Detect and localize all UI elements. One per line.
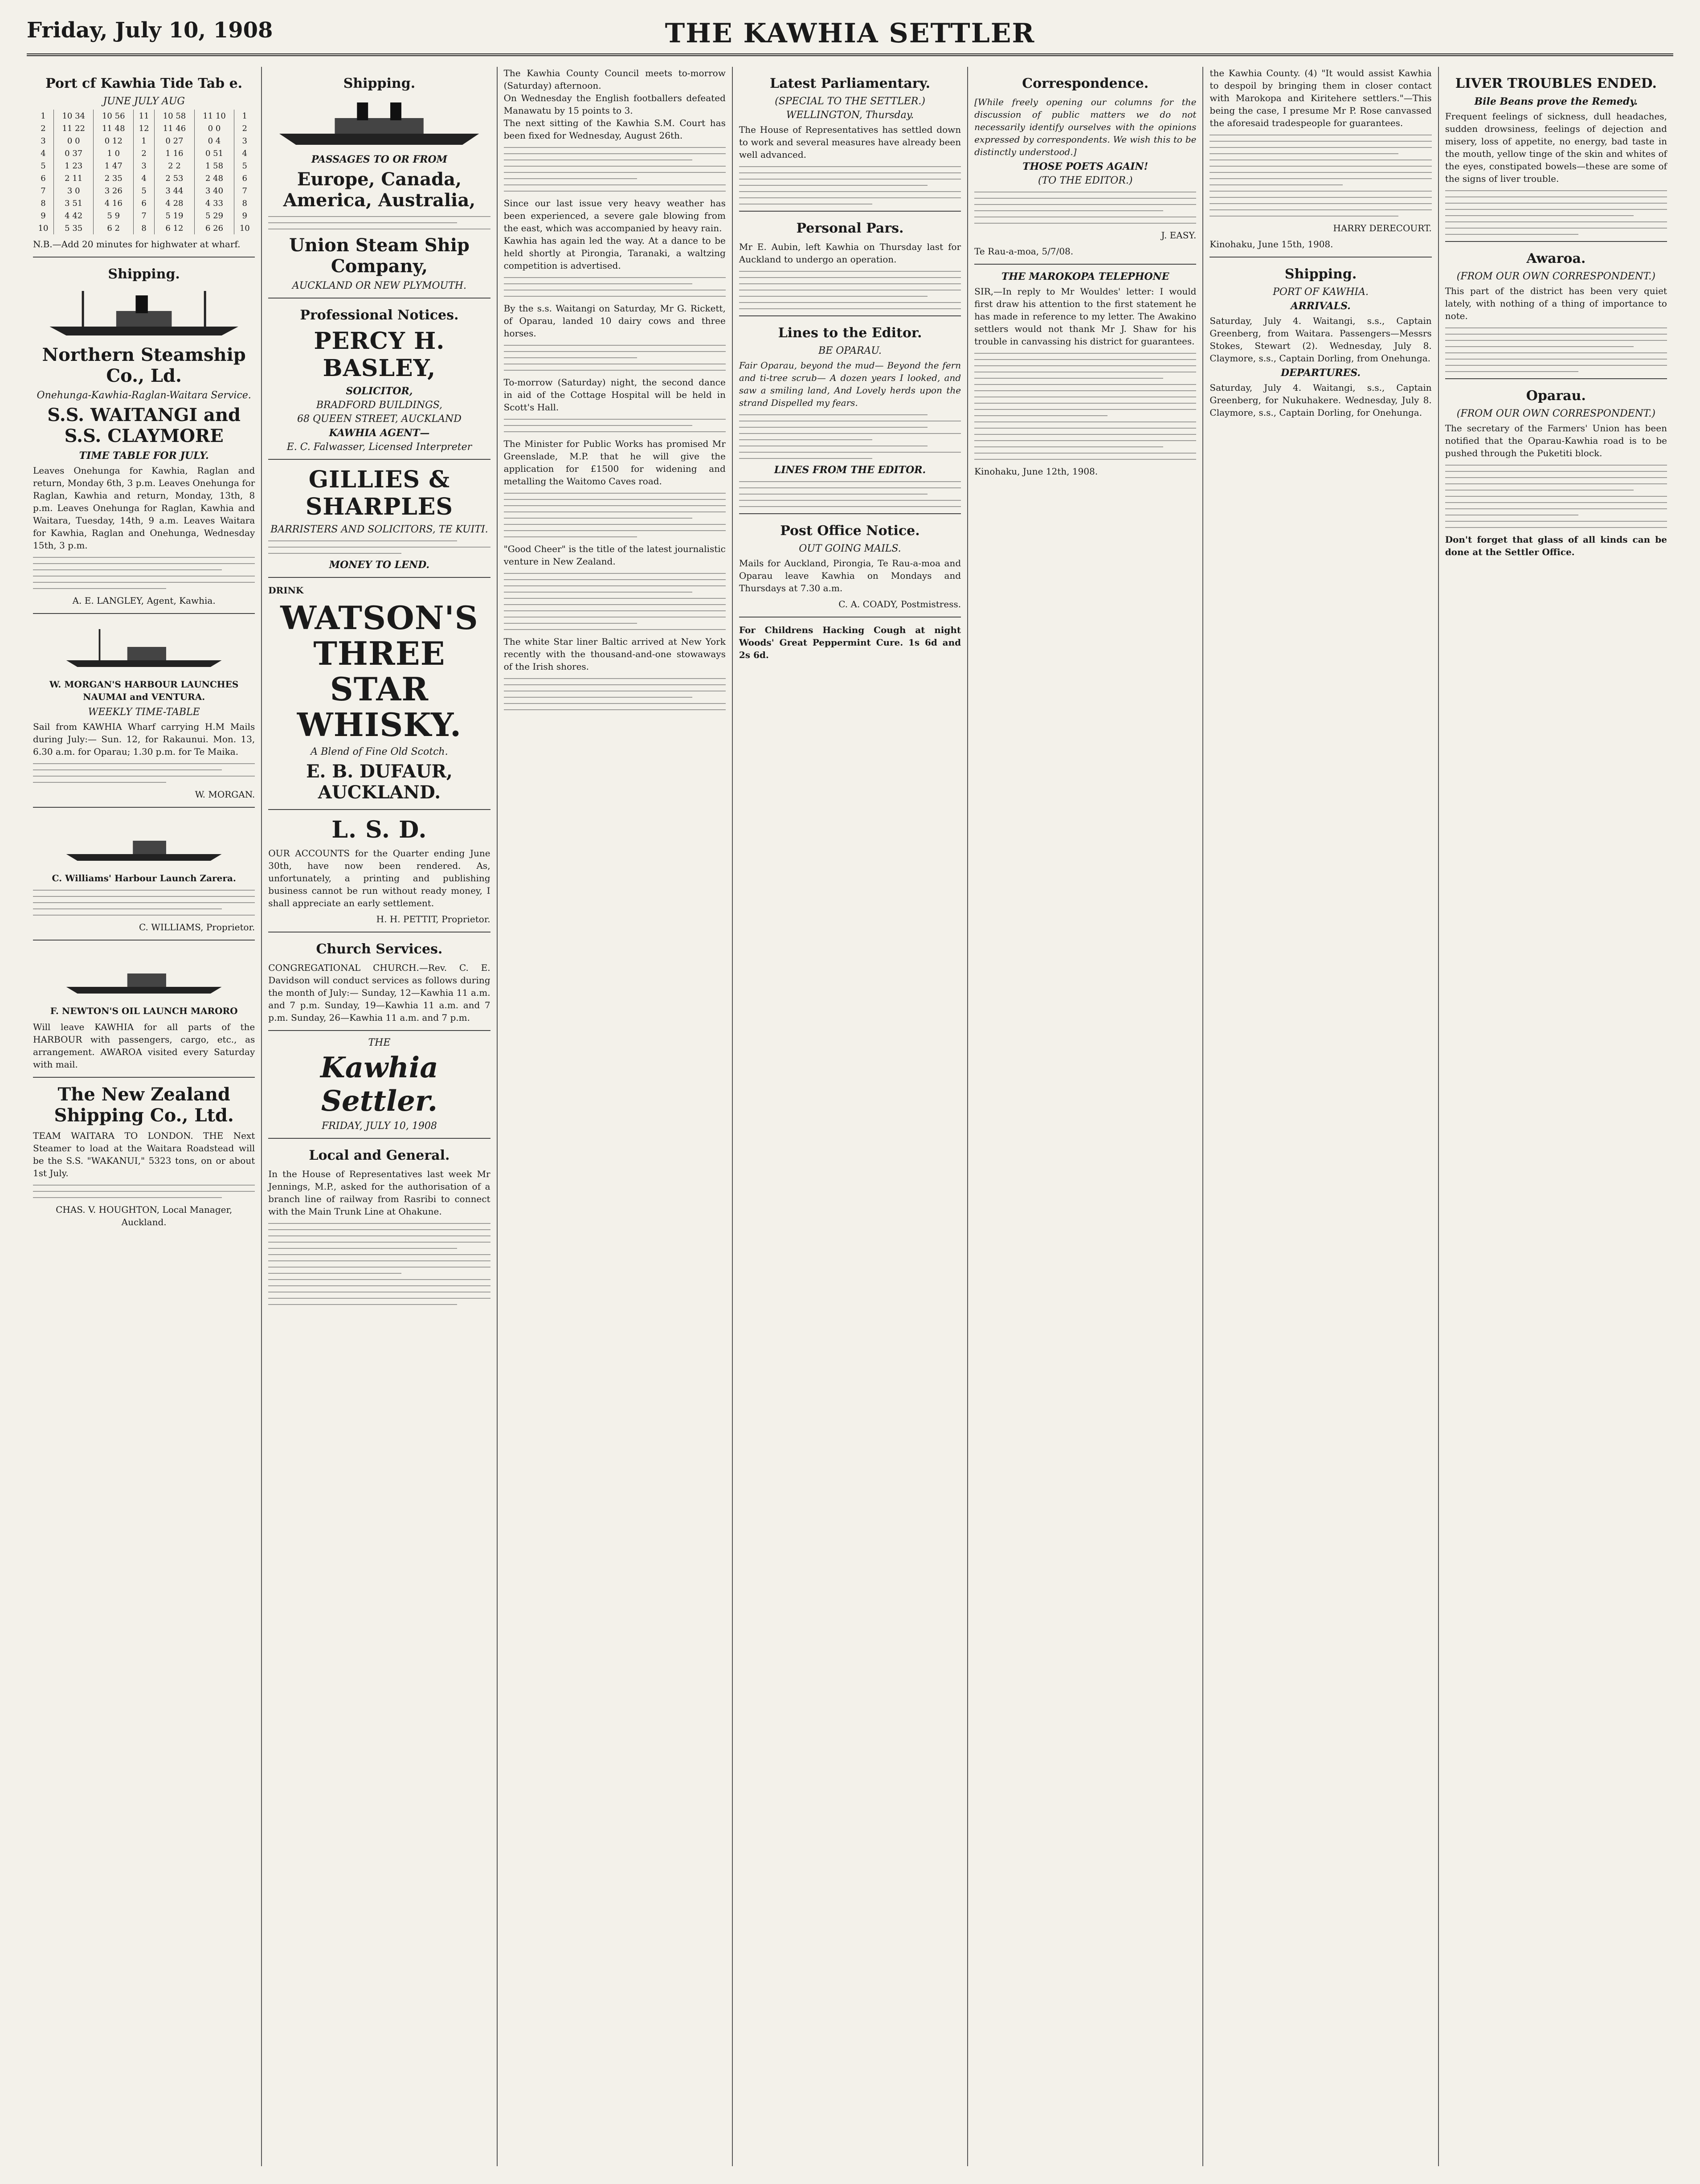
morgan-weekly: WEEKLY TIME-TABLE xyxy=(88,707,200,718)
tide-cell: 0 51 xyxy=(194,147,234,160)
kawhia-agent: KAWHIA AGENT— xyxy=(329,427,430,439)
interpreter: E. C. Falwasser, Licensed Interpreter xyxy=(286,442,472,453)
tide-cell: 5 29 xyxy=(194,209,234,222)
parl-text: The House of Representatives has settled down to work and several measures have already been well advanced. xyxy=(739,124,961,160)
shipping-heading: Shipping. xyxy=(108,266,180,282)
tide-cell: 1 58 xyxy=(194,160,234,172)
bile-beans: Bile Beans prove the Remedy. xyxy=(1474,96,1638,107)
nzs-signature: CHAS. V. HOUGHTON, Local Manager, Auckland. xyxy=(56,1204,233,1227)
news-2: The next sitting of the Kawhia S.M. Court has been fixed for Wednesday, August 26th. xyxy=(503,118,726,141)
tide-cell: 6 26 xyxy=(194,222,234,234)
dufaur: E. B. DUFAUR, AUCKLAND. xyxy=(306,761,453,803)
column-5 xyxy=(968,67,1203,2166)
tide-cell: 3 40 xyxy=(194,184,234,197)
queen-street: 68 QUEEN STREET, AUCKLAND xyxy=(297,413,462,425)
usc-sub: AUCKLAND OR NEW PLYMOUTH. xyxy=(292,280,466,291)
newton-heading: F. NEWTON'S OIL LAUNCH MARORO xyxy=(50,1006,238,1016)
tide-cell: 5 xyxy=(41,161,46,171)
tide-cell: 2 xyxy=(134,147,155,160)
news-7: The Minister for Public Works has promised Mr Greenslade, M.P. that he will give the application for £1500 for widening and metalling the Waitomo Caves road. xyxy=(503,438,726,487)
oparau-heading: Oparau. xyxy=(1526,388,1586,404)
shipping-heading-3: Shipping. xyxy=(1284,266,1357,282)
tide-cell: 2 35 xyxy=(94,172,134,184)
column-3 xyxy=(498,67,733,2166)
out-going: OUT GOING MAILS. xyxy=(799,543,901,554)
lines-from: LINES FROM THE EDITOR. xyxy=(774,464,926,476)
nsc-name: Northern Steamship Co., Ld. xyxy=(42,344,246,386)
tide-row xyxy=(33,110,255,122)
liner-illustration xyxy=(268,96,490,149)
poets-again: THOSE POETS AGAIN! xyxy=(1022,161,1148,172)
to-editor: (TO THE EDITOR.) xyxy=(1038,175,1133,186)
column-7 xyxy=(1439,67,1673,2166)
tide-cell: 2 53 xyxy=(155,172,195,184)
morgan-text: Sail from KAWHIA Wharf carrying H.M Mails during July:— Sun. 12, for Rakaunui. Mon. 13, 6.30 a.m. for Oparau; 1.30 p.m. for Te Maika. xyxy=(33,721,255,757)
tide-cell: 3 xyxy=(134,160,155,172)
tide-cell: 0 27 xyxy=(155,135,195,147)
nameplate-the: THE xyxy=(368,1037,391,1048)
tide-cell: 4 xyxy=(41,148,46,158)
tide-cell: 7 xyxy=(234,184,255,197)
tide-cell: 2 2 xyxy=(155,160,195,172)
tide-cell: 1 xyxy=(134,135,155,147)
issue-date: Friday, July 10, 1908 xyxy=(27,18,273,43)
prof-notices: Professional Notices. xyxy=(300,307,459,323)
tide-cell: 10 34 xyxy=(53,110,94,122)
church-heading: Church Services. xyxy=(316,941,443,957)
awaroa-heading: Awaroa. xyxy=(1526,251,1586,266)
tide-cell: 4 33 xyxy=(194,197,234,209)
blend: A Blend of Fine Old Scotch. xyxy=(311,746,448,757)
tide-cell: 8 xyxy=(234,197,255,209)
tide-cell: 3 0 xyxy=(53,184,94,197)
money-to-lend: MONEY TO LEND. xyxy=(329,559,430,571)
tide-row xyxy=(33,147,255,160)
correspondence-heading: Correspondence. xyxy=(1022,76,1149,91)
poem-title: BE OPARAU. xyxy=(818,345,882,356)
poem: Fair Oparau, beyond the mud— Beyond the fern and ti-tree scrub— A dozen years I looked, and saw a smiling land, And Lovely herds upon the strand Dispelled my fears. xyxy=(739,360,961,408)
cough-cure: For Childrens Hacking Cough at night Woods' Great Peppermint Cure. 1s 6d and 2s 6d. xyxy=(739,625,961,660)
ships-name: S.S. WAITANGI and S.S. CLAYMORE xyxy=(47,405,241,446)
tide-cell: 12 xyxy=(134,122,155,135)
tide-cell: 4 42 xyxy=(53,209,94,222)
white-star: The white Star liner Baltic arrived at New York recently with the thousand-and-one stowaways of the Irish shores. xyxy=(503,636,726,672)
arrivals-text: Saturday, July 4. Waitangi, s.s., Captain Greenberg, from Waitara. Passengers—Messrs Stokes, Stewart (2). Wednesday, July 8. Claymore, s.s., Captain Dorling, from Onehunga. xyxy=(1210,315,1432,364)
tide-row xyxy=(33,135,255,147)
departures: DEPARTURES. xyxy=(1280,367,1361,379)
tide-cell: 4 16 xyxy=(94,197,134,209)
tide-table xyxy=(33,110,255,234)
tide-cell: 1 xyxy=(234,110,255,122)
tide-row xyxy=(33,172,255,184)
tide-cell: 0 4 xyxy=(194,135,234,147)
port-of-kawhia: PORT OF KAWHIA. xyxy=(1273,286,1369,298)
local-text: In the House of Representatives last week Mr Jennings, M.P., asked for the authorisation of a branch line of railway from Rasribi to connect with the Main Trunk Line at Ohakune. xyxy=(268,1169,490,1217)
local-general: Local and General. xyxy=(309,1148,450,1163)
tide-cell: 10 xyxy=(234,222,255,234)
tide-cell: 0 0 xyxy=(53,135,94,147)
tide-row xyxy=(33,160,255,172)
lsd: L. S. D. xyxy=(331,816,427,843)
letter-text: the Kawhia County. (4) "It would assist Kawhia to despoil by bringing them in closer contact with Marokopa and Kiritehere settlers."—This being the case, I presume Mr P. Rose canvassed the aforesaid tradespeople for guarantees. xyxy=(1210,68,1432,128)
personal-text: Mr E. Aubin, left Kawhia on Thursday last for Auckland to undergo an operation. xyxy=(739,241,961,265)
passages: PASSAGES TO OR FROM xyxy=(311,154,448,165)
personal-heading: Personal Pars. xyxy=(796,221,904,236)
news-1: On Wednesday the English footballers defeated Manawatu by 15 points to 3. xyxy=(503,93,726,116)
news-3: Since our last issue very heavy weather has been experienced, a severe gale blowing from the east, which was accompanied by heavy rain. xyxy=(503,198,726,233)
tide-cell: 3 xyxy=(41,136,46,146)
wellington: WELLINGTON, Thursday. xyxy=(786,110,914,121)
council-item: The Kawhia County Council meets to-morrow (Saturday) afternoon. xyxy=(503,68,726,91)
tide-cell: 0 37 xyxy=(53,147,94,160)
post-office-heading: Post Office Notice. xyxy=(780,523,920,539)
steamship-illustration xyxy=(33,286,255,340)
good-cheer: "Good Cheer" is the title of the latest journalistic venture in New Zealand. xyxy=(503,544,726,567)
tide-cell: 1 xyxy=(41,111,46,121)
post-text: Mails for Auckland, Pirongia, Te Rau-a-moa and Oparau leave Kawhia on Mondays and Thursdays at 7.30 a.m. xyxy=(739,558,961,593)
morgan-signature: W. MORGAN. xyxy=(195,789,255,800)
timetable-text: Leaves Onehunga for Kawhia, Raglan and return, Monday 6th, 3 p.m. Leaves Onehunga for Raglan, Kawhia and return, Monday, 13th, 8 p.m. Leaves Onehunga for Raglan, Kawhia and Waitara, Tuesday, 14th, 9 a.m. Leaves Waitara for Kawhia, Raglan and Onehunga, Wednesday 15th, 3 p.m. xyxy=(33,465,255,551)
tide-cell: 7 xyxy=(41,186,46,196)
tide-cell: 6 xyxy=(134,197,155,209)
williams-heading: C. Williams' Harbour Launch Zarera. xyxy=(52,873,236,883)
pettit: H. H. PETTIT, Proprietor. xyxy=(376,914,490,924)
te-rau: Te Rau-a-moa, 5/7/08. xyxy=(974,246,1074,257)
newton-text: Will leave KAWHIA for all parts of the HARBOUR with passengers, cargo, etc., as arrangement. AWAROA visited every Saturday with mail. xyxy=(33,1022,255,1070)
tide-cell: 11 xyxy=(134,110,155,122)
awaroa-own: (FROM OUR OWN CORRESPONDENT.) xyxy=(1456,271,1655,282)
tide-cell: 10 xyxy=(38,223,49,233)
tide-cell: 4 28 xyxy=(155,197,195,209)
departures-text: Saturday, July 4. Waitangi, s.s., Captain Greenberg, for Nukuhakere. Wednesday, July 8. Claymore, s.s., Captain Dorling, for Onehunga. xyxy=(1210,382,1432,418)
tide-row xyxy=(33,184,255,197)
column-2 xyxy=(262,67,497,2166)
corr-note: [While freely opening our columns for the discussion of public matters we do not necessarily identify ourselves with the opinions expressed by correspondents. We wish this to be distinctly understood.] xyxy=(974,97,1197,157)
destinations: Europe, Canada, America, Australia, xyxy=(283,169,476,211)
tide-cell: 10 58 xyxy=(155,110,195,122)
news-5: By the s.s. Waitangi on Saturday, Mr G. Rickett, of Oparau, landed 10 dairy cows and three horses. xyxy=(503,303,726,339)
masthead-rule xyxy=(27,53,1673,56)
church-text: CONGREGATIONAL CHURCH.—Rev. C. E. Davidson will conduct services as follows during the month of July:— Sunday, 12—Kawhia 11 a.m. and 7 p.m. Sunday, 19—Kawhia 11 a.m. and 7 p.m. Sunday, 26—Kawhia 11 a.m. and 7 p.m. xyxy=(268,962,490,1023)
tide-row xyxy=(33,197,255,209)
tide-cell: 3 xyxy=(234,135,255,147)
tide-row xyxy=(33,209,255,222)
tide-cell: 1 16 xyxy=(155,147,195,160)
drink: DRINK xyxy=(268,585,304,596)
tide-cell: 9 xyxy=(41,211,46,221)
nameplate: Kawhia Settler. xyxy=(320,1051,438,1118)
kinohaku-date-2: Kinohaku, June 15th, 1908. xyxy=(1210,239,1333,249)
barristers: BARRISTERS AND SOLICITORS, TE KUITI. xyxy=(270,524,488,535)
arrivals: ARRIVALS. xyxy=(1291,300,1351,312)
tide-table-title: Port cf Kawhia Tide Tab e. xyxy=(45,76,243,91)
news-4: Kawhia has again led the way. At a dance to be held shortly at Pirongia, Taranaki, a waltzing competition is advertised. xyxy=(503,235,726,271)
percy-basley: PERCY H. BASLEY, xyxy=(314,327,445,382)
tide-row xyxy=(33,222,255,234)
zarera-illustration xyxy=(33,814,255,867)
tide-cell: 6 xyxy=(41,173,46,183)
tide-cell: 11 22 xyxy=(53,122,94,135)
tide-cell: 11 46 xyxy=(155,122,195,135)
liver-heading: LIVER TROUBLES ENDED. xyxy=(1455,76,1657,91)
tide-cell: 4 xyxy=(234,147,255,160)
shipping-heading-2: Shipping. xyxy=(343,76,416,91)
coady: C. A. COADY, Postmistress. xyxy=(838,599,961,609)
tide-cell: 3 44 xyxy=(155,184,195,197)
tide-cell: 10 56 xyxy=(94,110,134,122)
oparau-text: The secretary of the Farmers' Union has been notified that the Oparau-Kawhia road is to be pushed through the Puketiti block. xyxy=(1445,423,1667,458)
tide-cell: 11 10 xyxy=(194,110,234,122)
tide-cell: 0 0 xyxy=(194,122,234,135)
liver-text: Frequent feelings of sickness, dull headaches, sudden drowsiness, feelings of dejection and misery, loss of appetite, no energy, bad taste in the mouth, yellow tinge of the skin and whites of the eyes, constipated bowels—these are some of the signs of liver trouble. xyxy=(1445,111,1667,184)
tide-cell: 3 26 xyxy=(94,184,134,197)
usc-name: Union Steam Ship Company, xyxy=(289,235,470,277)
lsd-text: OUR ACCOUNTS for the Quarter ending June 30th, have now been rendered. As, unfortunately, a printing and publishing business cannot be run without ready money, I shall appreciate an early settlement. xyxy=(268,848,490,908)
tide-cell: 2 xyxy=(41,123,46,133)
tide-cell: 8 xyxy=(134,222,155,234)
tide-cell: 1 23 xyxy=(53,160,94,172)
maroro-illustration xyxy=(33,947,255,1000)
awaroa-text: This part of the district has been very quiet lately, with nothing of a thing of importance to note. xyxy=(1445,286,1667,321)
williams-signature: C. WILLIAMS, Proprietor. xyxy=(139,922,255,932)
nzs-heading: The New Zealand Shipping Co., Ltd. xyxy=(54,1084,234,1126)
tide-cell: 9 xyxy=(234,209,255,222)
tide-months: JUNE JULY AUG xyxy=(103,96,185,107)
tide-cell: 2 xyxy=(234,122,255,135)
parliamentary-heading: Latest Parliamentary. xyxy=(769,76,931,91)
gillies-sharples: GILLIES & SHARPLES xyxy=(305,466,453,520)
tide-cell: 5 35 xyxy=(53,222,94,234)
agent-signature: A. E. LANGLEY, Agent, Kawhia. xyxy=(72,595,216,606)
nameplate-date: FRIDAY, JULY 10, 1908 xyxy=(321,1121,437,1132)
column-4 xyxy=(733,67,968,2166)
tide-cell: 2 48 xyxy=(194,172,234,184)
derecourt: HARRY DERECOURT. xyxy=(1333,223,1432,233)
column-6 xyxy=(1203,67,1438,2166)
tide-cell: 11 48 xyxy=(94,122,134,135)
tide-cell: 5 9 xyxy=(94,209,134,222)
column-1 xyxy=(27,67,262,2166)
special: (SPECIAL TO THE SETTLER.) xyxy=(775,96,925,107)
lines-heading: Lines to the Editor. xyxy=(778,325,922,341)
marokopa-text: SIR,—In reply to Mr Wouldes' letter: I would first draw his attention to the first statement he has made in reference to my letter. The Awakino settlers would not thank Mr J. Shaw for his trouble in canvassing his district for guarantees. xyxy=(974,286,1197,347)
tide-cell: 5 xyxy=(234,160,255,172)
paper-title: THE KAWHIA SETTLER xyxy=(665,18,1035,49)
tide-cell: 5 xyxy=(134,184,155,197)
tide-cell: 4 xyxy=(134,172,155,184)
tide-cell: 5 19 xyxy=(155,209,195,222)
morgan-heading: W. MORGAN'S HARBOUR LAUNCHES NAUMAI and VENTURA. xyxy=(49,679,239,702)
watsons-whisky: WATSON'S THREE STAR WHISKY. xyxy=(280,599,478,744)
glass-notice: Don't forget that glass of all kinds can be done at the Settler Office. xyxy=(1445,534,1667,557)
nzs-text: TEAM WAITARA TO LONDON. THE Next Steamer to load at the Waitara Roadstead will be the S.S. "WAKANUI," 5323 tons, on or about 1st July. xyxy=(33,1130,255,1178)
tide-cell: 3 51 xyxy=(53,197,94,209)
news-6: To-morrow (Saturday) night, the second dance in aid of the Cottage Hospital will be held in Scott's Hall. xyxy=(503,377,726,413)
tide-note: N.B.—Add 20 minutes for highwater at wharf. xyxy=(33,239,241,249)
launch-illustration xyxy=(33,620,255,674)
marokopa-heading: THE MAROKOPA TELEPHONE xyxy=(1001,271,1169,282)
kinohaku-date: Kinohaku, June 12th, 1908. xyxy=(974,466,1098,477)
oparau-own: (FROM OUR OWN CORRESPONDENT.) xyxy=(1456,408,1655,419)
tide-cell: 8 xyxy=(41,198,46,208)
easy-sig: J. EASY. xyxy=(1161,230,1197,241)
tide-cell: 1 0 xyxy=(94,147,134,160)
tide-cell: 6 xyxy=(234,172,255,184)
tide-cell: 2 11 xyxy=(53,172,94,184)
columns xyxy=(27,67,1673,2166)
nsc-route: Onehunga-Kawhia-Raglan-Waitara Service. xyxy=(37,390,251,401)
tide-row xyxy=(33,122,255,135)
tide-cell: 0 12 xyxy=(94,135,134,147)
timetable-title: TIME TABLE FOR JULY. xyxy=(79,450,209,462)
tide-cell: 6 2 xyxy=(94,222,134,234)
bradford: BRADFORD BUILDINGS, xyxy=(316,400,443,411)
tide-cell: 6 12 xyxy=(155,222,195,234)
tide-cell: 1 47 xyxy=(94,160,134,172)
solicitor: SOLICITOR, xyxy=(346,385,413,397)
tide-cell: 7 xyxy=(134,209,155,222)
